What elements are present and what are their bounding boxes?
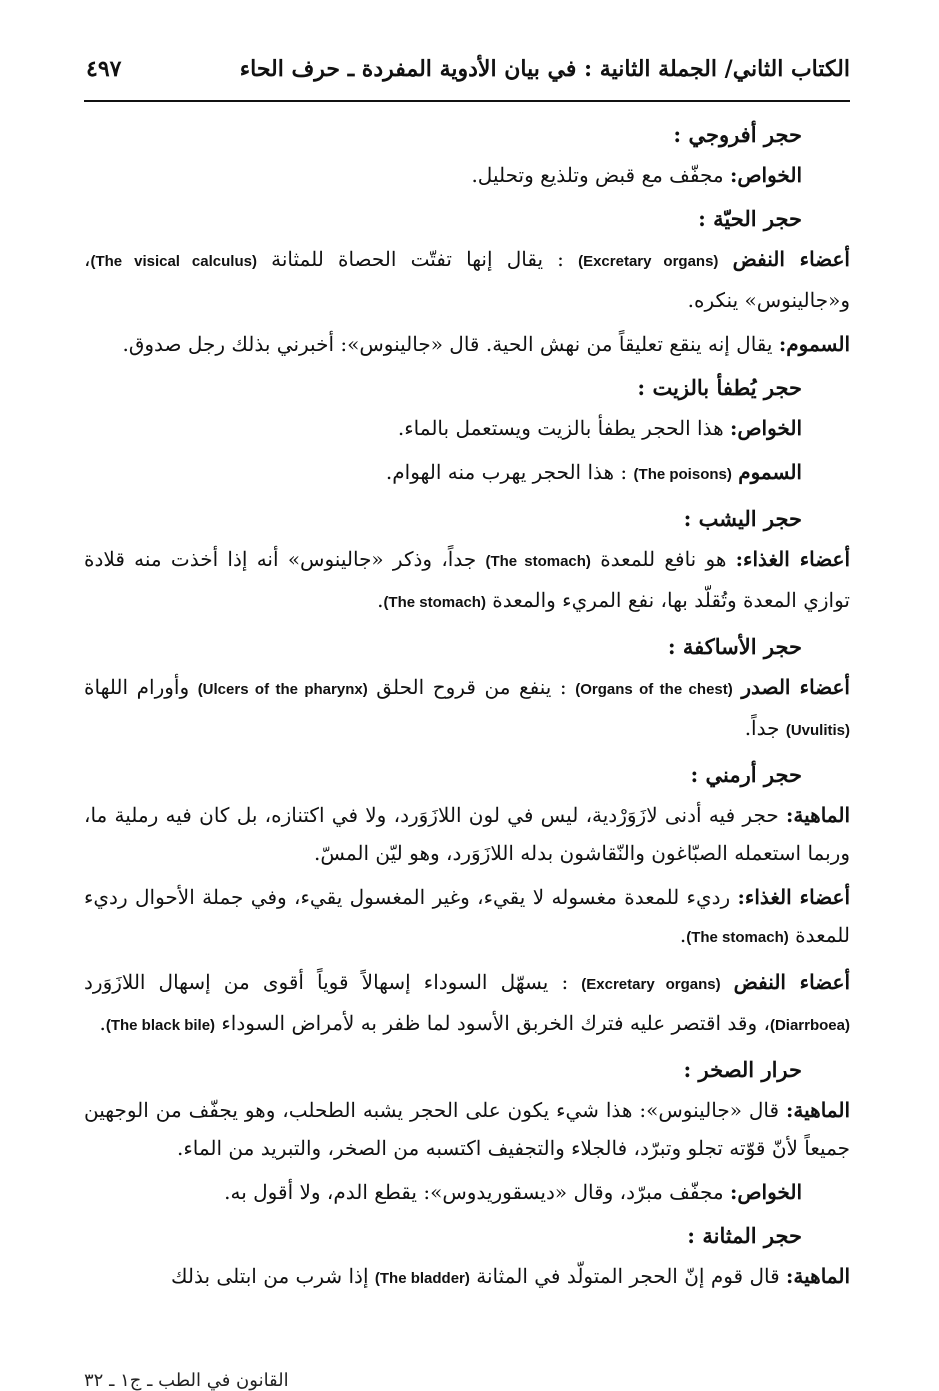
entry-paragraph bbox=[84, 878, 850, 957]
entry-label: أعضاء الغذاء: bbox=[735, 547, 851, 571]
entry-text: ، وقد اقتصر عليه فترك الخربق الأسود لما ظفر به لأمراض السوداء bbox=[215, 1011, 770, 1035]
english-term: (The stomach) bbox=[383, 594, 486, 611]
entry-text: قال قوم إنّ الحجر المتولّد في المثانة bbox=[469, 1264, 786, 1288]
english-term: (Excretary organs) bbox=[581, 976, 721, 993]
entry-paragraph bbox=[84, 453, 850, 494]
entry-label: أعضاء النفض bbox=[732, 247, 850, 271]
entry-label: أعضاء الغذاء: bbox=[737, 885, 851, 909]
entry-label: السموم bbox=[738, 460, 802, 484]
english-term: (Diarrboea) bbox=[769, 1017, 850, 1034]
entry-paragraph bbox=[84, 156, 850, 194]
english-term: (The bladder) bbox=[374, 1270, 470, 1287]
entry-label: الماهية: bbox=[786, 1098, 850, 1122]
entry-heading: حجر الحيّة : bbox=[698, 206, 802, 231]
entry-label: أعضاء النفض bbox=[733, 970, 851, 994]
entry-text: : ينفع من قروح الحلق bbox=[367, 675, 576, 699]
english-term: (Uvulitis) bbox=[785, 722, 850, 739]
entry-paragraph bbox=[84, 409, 850, 447]
entry-label: الماهية: bbox=[786, 803, 850, 827]
english-term: (The stomach) bbox=[485, 553, 591, 570]
entry-text: . bbox=[99, 1011, 106, 1035]
entry-heading: حجر أرمني : bbox=[690, 762, 802, 787]
entry-text: جداً. bbox=[744, 716, 786, 740]
page-number: ٤٩٧ bbox=[86, 56, 122, 82]
entry-label: الخواص: bbox=[729, 163, 802, 187]
entry-heading: حجر يُطفأ بالزيت : bbox=[637, 375, 802, 400]
entry-text: رديء للمعدة مغسوله لا يقيء، وغير المغسول يقيء، وفي جملة الأحوال رديء للمعدة bbox=[84, 885, 850, 947]
entry-text: هو نافع للمعدة bbox=[590, 547, 736, 571]
entry-heading: حجر الأساكفة : bbox=[667, 634, 802, 659]
entry-paragraph bbox=[84, 668, 850, 750]
english-term: (The black bile) bbox=[105, 1017, 216, 1034]
page-body bbox=[84, 112, 850, 1304]
running-header bbox=[84, 48, 850, 102]
entry-text: مجفّف مع قبض وتلذيع وتحليل. bbox=[471, 163, 730, 187]
entry-text: ، و«جالينوس» ينكره. bbox=[84, 247, 850, 312]
entry-text: وأورام اللهاة bbox=[84, 675, 198, 699]
entry-heading: حجر المثانة : bbox=[687, 1223, 802, 1248]
entry-text: حجر فيه أدنى لازَوَرْدية، ليس في لون اللازَوَرد، ولا في اكتنازه، بل كان فيه رملية ما، وربما استعمله الصبّاغون والنّقاشون بدله اللازَوَرد، وهو ليّن المسّ. bbox=[84, 803, 850, 865]
entry-paragraph bbox=[84, 963, 850, 1045]
english-term: (Organs of the chest) bbox=[575, 681, 733, 698]
entry-text: : يقال إنها تفتّت الحصاة للمثانة bbox=[256, 247, 579, 271]
entry-text: إذا شرب من ابتلى بذلك bbox=[171, 1264, 375, 1288]
entry-text: هذا الحجر يطفأ بالزيت ويستعمل بالماء. bbox=[397, 416, 730, 440]
english-term: (Excretary organs) bbox=[578, 253, 719, 270]
entry-label: الخواص: bbox=[729, 1180, 802, 1204]
entry-label: السموم: bbox=[778, 332, 850, 356]
entry-text: : يسهّل السوداء إسهالاً قوياً أقوى من إسهال اللازَوَرد bbox=[84, 970, 582, 994]
english-term: (Ulcers of the pharynx) bbox=[197, 681, 368, 698]
entry-heading: حجر اليشب : bbox=[683, 506, 802, 531]
entry-heading: حجر أفروجي : bbox=[673, 122, 802, 147]
entry-label: أعضاء الصدر bbox=[741, 675, 850, 699]
header-title: الكتاب الثاني/ الجملة الثانية : في بيان الأدوية المفردة ـ حرف الحاء bbox=[239, 56, 850, 82]
entry-text: جداً، وذكر «جالينوس» أنه إذا أخذت منه قلادة توازي المعدة وتُقلّد بها، نفع المريء والمعدة bbox=[84, 547, 850, 612]
entry-text: . bbox=[679, 923, 687, 947]
entry-paragraph bbox=[84, 1257, 850, 1298]
page-footer: القانون في الطب ـ ج١ ـ ٣٢ bbox=[84, 1370, 289, 1391]
english-term: (The stomach) bbox=[686, 929, 789, 946]
entry-text: مجفّف مبرّد، وقال «ديسقوريدوس»: يقطع الدم، ولا أقول به. bbox=[224, 1180, 730, 1204]
entry-label: الماهية: bbox=[786, 1264, 850, 1288]
entry-paragraph bbox=[84, 240, 850, 319]
entry-label: الخواص: bbox=[729, 416, 802, 440]
entry-paragraph bbox=[84, 325, 850, 363]
entry-paragraph bbox=[84, 1173, 850, 1211]
entry-text: : هذا الحجر يهرب منه الهوام. bbox=[385, 460, 634, 484]
entry-paragraph bbox=[84, 1091, 850, 1167]
entry-paragraph bbox=[84, 796, 850, 872]
entry-text: قال «جالينوس»: هذا شيء يكون على الحجر يشبه الطحلب، وهو يجفّف من الوجهين جميعاً لأنّ قوّته تجلو وتبرّد، فالجلاء والتجفيف اكتسبه من الصخر، والتبريد من الماء. bbox=[84, 1098, 850, 1160]
entry-text: يقال إنه ينقع تعليقاً من نهش الحية. قال «جالينوس»: أخبرني بذلك رجل صدوق. bbox=[122, 332, 779, 356]
english-term: (The visical calculus) bbox=[90, 253, 257, 270]
entry-paragraph bbox=[84, 540, 850, 622]
english-term: (The poisons) bbox=[633, 466, 732, 483]
entry-text: . bbox=[377, 588, 384, 612]
entry-heading: حرار الصخر : bbox=[683, 1057, 802, 1082]
